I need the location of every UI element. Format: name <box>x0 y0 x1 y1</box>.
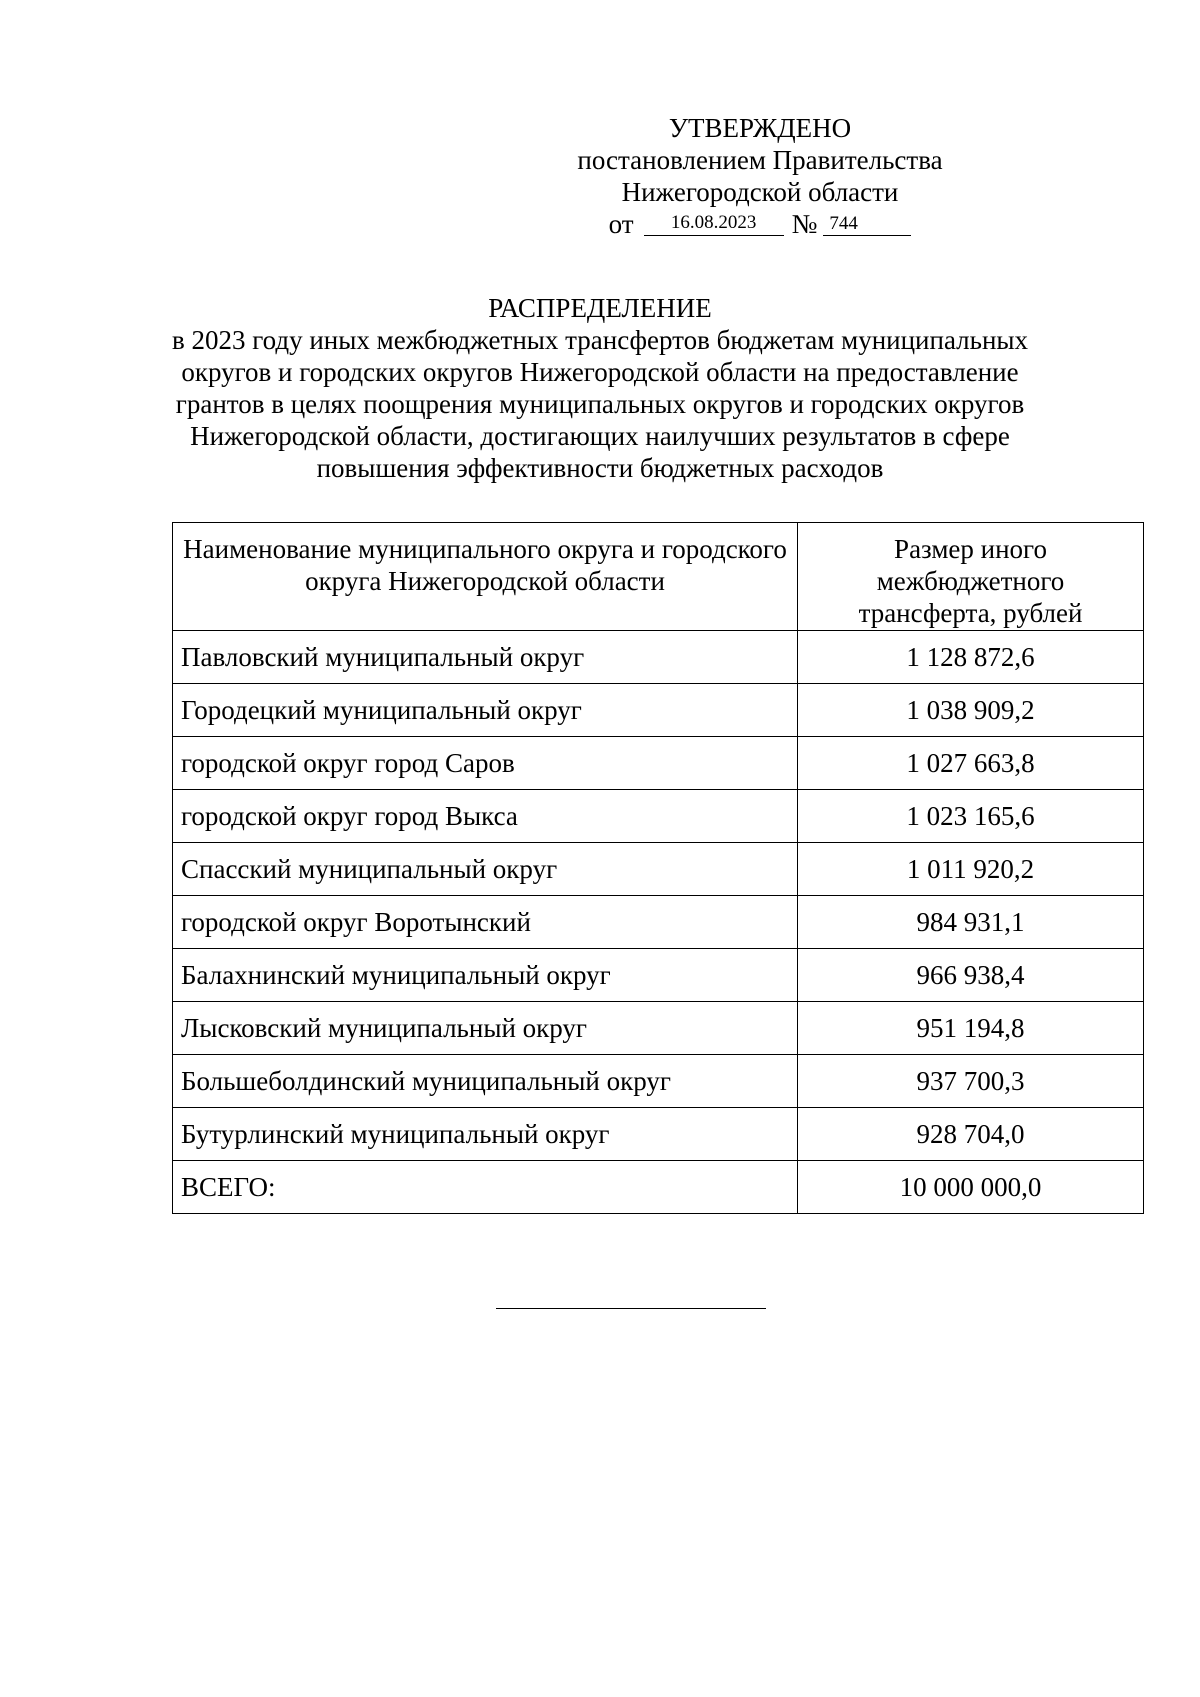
table-row <box>173 949 1144 1002</box>
row-amount: 928 704,0 <box>798 1108 1144 1161</box>
row-name: Балахнинский муниципальный округ <box>173 949 798 1002</box>
row-amount: 1 011 920,2 <box>798 843 1144 896</box>
date-prefix: от <box>608 209 634 239</box>
row-amount: 966 938,4 <box>798 949 1144 1002</box>
row-amount: 1 023 165,6 <box>798 790 1144 843</box>
row-name: городской округ Воротынский <box>173 896 798 949</box>
table-row <box>173 843 1144 896</box>
row-amount: 984 931,1 <box>798 896 1144 949</box>
table-row <box>173 631 1144 684</box>
header-name: Наименование муниципального округа и городского округа Нижегородской области <box>173 523 798 631</box>
table-row <box>173 896 1144 949</box>
table-total-row <box>173 1161 1144 1214</box>
row-name: Спасский муниципальный округ <box>173 843 798 896</box>
document-title-block <box>140 292 1060 484</box>
approval-title: УТВЕРЖДЕНО <box>668 113 852 143</box>
table-row <box>173 1055 1144 1108</box>
row-name: Бутурлинский муниципальный округ <box>173 1108 798 1161</box>
row-name: городской округ город Выкса <box>173 790 798 843</box>
row-amount: 951 194,8 <box>798 1002 1144 1055</box>
document-heading: РАСПРЕДЕЛЕНИЕ <box>488 293 712 323</box>
document-subtitle: в 2023 году иных межбюджетных трансфертов бюджетам муниципальных округов и городских округов Нижегородской области на предоставление грантов в целях поощрения муниципальных округов и городских округов Нижегородской области, достигающих наилучших результатов в сфере повышения эффективности бюджетных расходов <box>171 325 1029 483</box>
header-amount: Размер иного межбюджетного трансферта, рублей <box>798 523 1144 631</box>
total-amount: 10 000 000,0 <box>798 1161 1144 1214</box>
closing-divider <box>496 1308 766 1309</box>
row-amount: 1 128 872,6 <box>798 631 1144 684</box>
row-name: Большеболдинский муниципальный округ <box>173 1055 798 1108</box>
row-name: городской округ город Саров <box>173 737 798 790</box>
row-name: Павловский муниципальный округ <box>173 631 798 684</box>
approval-line-1: постановлением Правительства <box>577 145 943 175</box>
row-amount: 1 038 909,2 <box>798 684 1144 737</box>
row-name: Городецкий муниципальный округ <box>173 684 798 737</box>
row-amount: 937 700,3 <box>798 1055 1144 1108</box>
table-row <box>173 684 1144 737</box>
table-header-row <box>173 523 1144 631</box>
approval-date-field: 16.08.2023 <box>644 211 784 236</box>
distribution-table <box>172 522 1144 1214</box>
row-name: Лысковский муниципальный округ <box>173 1002 798 1055</box>
approval-stamp <box>560 112 960 240</box>
table-row <box>173 737 1144 790</box>
approval-date-number-line <box>560 208 960 240</box>
table-row <box>173 1108 1144 1161</box>
approval-line-2: Нижегородской области <box>621 177 899 207</box>
table-row <box>173 1002 1144 1055</box>
approval-number-field: 744 <box>823 212 911 236</box>
number-prefix: № <box>791 209 818 239</box>
total-label: ВСЕГО: <box>173 1161 798 1214</box>
table-row <box>173 790 1144 843</box>
row-amount: 1 027 663,8 <box>798 737 1144 790</box>
